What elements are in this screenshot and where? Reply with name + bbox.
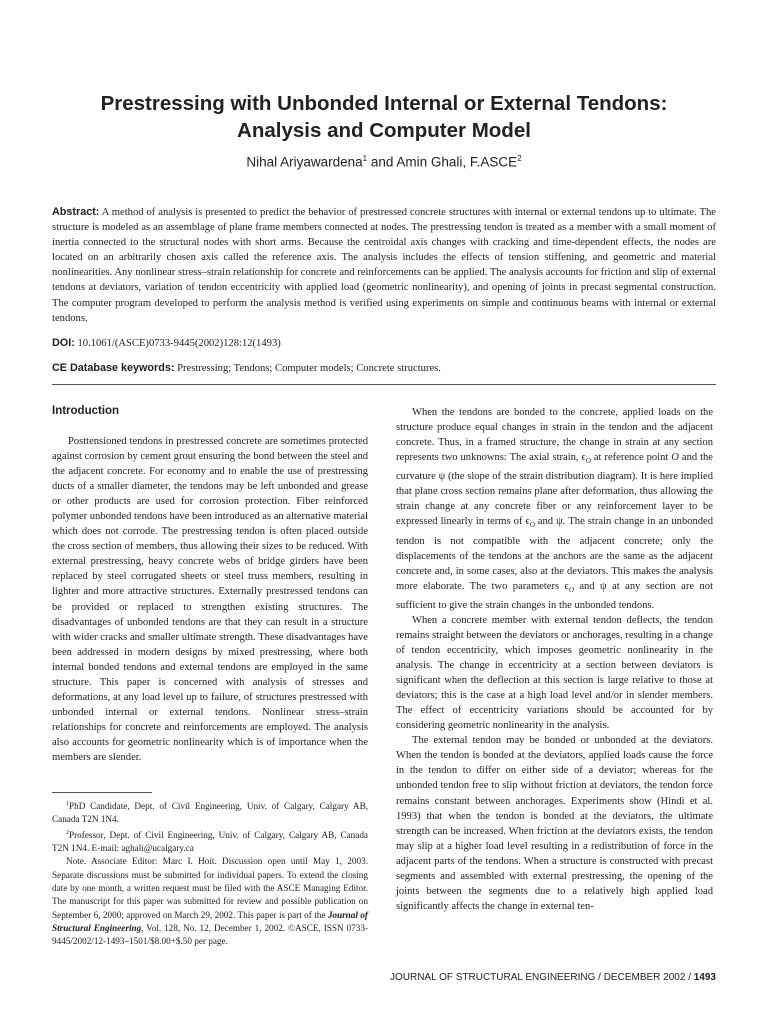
footnote-1-text: PhD Candidate, Dept. of Civil Engineering, Univ. of Calgary, Calgary AB, Canada T2N 1N4. <box>52 801 368 825</box>
body-paragraph: The external tendon may be bonded or unbonded at the deviators. When the tendon is bonded at the deviators, applied loads cause the force in the tendon to differ on either side of a deviator; whereas for the unbonded tendon free to slip without friction at deviators, the tendon force remains constant between anchorages. Experiments show (Hindi et al. 1993) that when the tendon is bonded at the deviators, the ultimate strength can be increased. When friction at the deviators exists, the tendon may slip at a higher load level resulting in a redistribution of force in the adjacent parts of the tendons. When a structure is constructed with precast segments and assembled with external prestressing, the opening of the joints between the segments due to a relatively high applied load significantly affects the change in external ten- <box>396 735 713 912</box>
abstract-text: A method of analysis is presented to predict the behavior of prestressed concrete structures with internal or external tendons up to ultimate. The structure is modeled as an assemblage of plane frame members connected at nodes. The prestressing tendon is treated as a member with a small moment of inertia connected to the structural nodes with short arms. Because the centroidal axis changes with cracking and time-dependent effects, the nodes are located on an arbitrarily chosen axis called the reference axis. The analysis includes the effects of tension stiffening, and geometric and material nonlinearities. Any nonlinear stress–strain relationship for concrete and reinforcements can be applied. The analysis accounts for friction and slip of external tendons at deviators, variation of tendon eccentricity with applied load (geometric nonlinearity), and opening of joints in precast segmental construction. The computer program developed to perform the analysis method is verified using experiments on simple and continuous beams with internal or external tendons. <box>52 207 716 324</box>
page-footer <box>390 972 716 983</box>
title-line-1: Prestressing with Unbonded Internal or External Tendons: <box>100 92 668 115</box>
section-heading: Introduction <box>52 405 120 417</box>
symbol-subscript: O <box>585 457 591 466</box>
body-paragraph: When a concrete member with external tendon deflects, the tendon remains straight between the deviators or anchorages, resulting in a change of tendon eccentricity, which imposes geometric nonlinearity in the analysis. The change in eccentricity at a section between deviators is significant when the deflection at this section is large relative to those at deviators; this is the case at a high load level and/or in slender members. The effect of eccentricity variations should be accounted for by considering geometric nonlinearity in the analysis. <box>396 614 713 732</box>
text-run: and ψ. The strain change in an unbonded tendon is not compatible with the adjacent concrete; only the displacements of the tendons at the anchors are the same as the adjacent concrete and, in some cases, also at the deviators. This makes the analysis more elaborate. The two parameters <box>396 516 713 592</box>
keywords-label: CE Database keywords: <box>52 362 175 374</box>
doi-line <box>52 337 716 349</box>
footnote-divider <box>52 792 152 793</box>
body-paragraph <box>396 405 713 613</box>
symbol-epsilon: ϵ <box>525 516 530 528</box>
keywords-value: Prestressing; Tendons; Computer models; Concrete structures. <box>177 363 441 374</box>
doi-value[interactable]: 10.1061/(ASCE)0733-9445(2002)128:12(1493) <box>77 338 281 349</box>
left-column <box>52 434 368 765</box>
footnote-2-text: Professor, Dept. of Civil Engineering, Univ. of Calgary, Calgary AB, Canada T2N 1N4. E-mail: aghali@ucalgary.ca <box>52 829 368 854</box>
abstract <box>52 205 716 326</box>
header-divider <box>52 384 716 385</box>
abstract-label: Abstract: <box>52 206 100 218</box>
author-1: Nihal Ariyawardena <box>246 154 363 170</box>
note-text-a: Note. Associate Editor: Marc I. Hoit. Discussion open until May 1, 2003. Separate discussions must be submitted for individual papers. To extend the closing date by one month, a written request must be filed with the ASCE Managing Editor. The manuscript for this paper was submitted for review and possible publication on September 6, 2000; approved on March 29, 2002. This paper is part of the <box>52 856 368 920</box>
symbol-subscript: O <box>568 585 574 594</box>
title-line-2: Analysis and Computer Model <box>237 119 531 142</box>
footer-journal: JOURNAL OF STRUCTURAL ENGINEERING / DECEMBER 2002 / <box>389 972 694 983</box>
keywords-line <box>52 362 716 374</box>
symbol-subscript: O <box>529 521 535 530</box>
paper-title <box>40 90 728 144</box>
symbol-epsilon: ϵ <box>564 580 569 592</box>
author-1-mark: 1 <box>362 154 368 163</box>
note-journal: Journal of Structural Engineering <box>52 909 368 933</box>
symbol-o: O <box>671 452 679 464</box>
text-run: at reference point <box>590 452 672 464</box>
text-run: and ψ at any section are not sufficient to give the strain changes in the unbonded tendons. <box>396 580 713 611</box>
text-run: When the tendons are bonded to the concrete, applied loads on the structure produce equal changes in strain in the tendon and the adjacent concrete. Thus, in a framed structure, the change in strain at any section represents two unknowns: The axial strain, <box>396 407 713 464</box>
footnote-2 <box>52 827 368 856</box>
note-text-b: , Vol. 128, No. 12, December 1, 2002. ©ASCE, ISSN 0733-9445/2002/12-1493–1501/$8.00+$.50 per page. <box>52 922 368 947</box>
doi-label: DOI: <box>52 337 75 349</box>
author-separator: and <box>367 154 397 170</box>
footnote-1 <box>52 798 368 827</box>
editorial-note <box>52 855 368 948</box>
footnote-2-mark: 2 <box>66 829 69 836</box>
body-paragraph: Posttensioned tendons in prestressed concrete are sometimes protected against corrosion by cement grout ensuring the bond between the steel and the adjacent concrete. For economy and to enable the use of prestressing ducts of a smaller diameter, the tendons may be left unbonded and grease or other products are used for corrosion protection. Fiber reinforced polymer unbonded tendons have been introduced as an alternative material which does not corrode. The prestressing tendon is often placed outside the cross section of members, thus allowing their sizes to be reduced. With external prestressing, heavy concrete webs of bridge girders have been replaced by steel corrugated sheets or steel truss members, resulting in lighter and more attractive structures. Externally prestressed tendons can be provided or replaced to strengthen existing structures. The disadvantages of unbonded tendons are that they can result in a structure with wider cracks and smaller ultimate strength. These disadvantages have been addressed in modern designs by mixed prestressing, where both internal bonded tendons and external tendons are employed in the same structure. This paper is concerned with analysis of stresses and deformations, at any load level up to failure, of structures prestressed with unbonded internal or external tendons. Nonlinear stress–strain relationships for concrete and reinforcements are employed. The analysis also accounts for geometric nonlinearity which is of importance when the members are slender. <box>52 436 368 763</box>
text-run: and the curvature ψ (the slope of the strain distribution diagram). It is here implied that plane cross section remains plane after deformation, thus allowing the strain change at any concrete fiber or any reinforcement layer to be expressed linearly in terms of <box>396 452 713 528</box>
footnotes <box>52 798 368 948</box>
symbol-epsilon: ϵ <box>581 452 586 464</box>
author-2: Amin Ghali, F.ASCE <box>396 154 518 170</box>
footnote-1-mark: 1 <box>66 801 69 807</box>
page-number: 1493 <box>693 972 716 983</box>
author-2-mark: 2 <box>517 154 522 163</box>
author-line <box>40 154 728 170</box>
right-column <box>396 405 713 914</box>
